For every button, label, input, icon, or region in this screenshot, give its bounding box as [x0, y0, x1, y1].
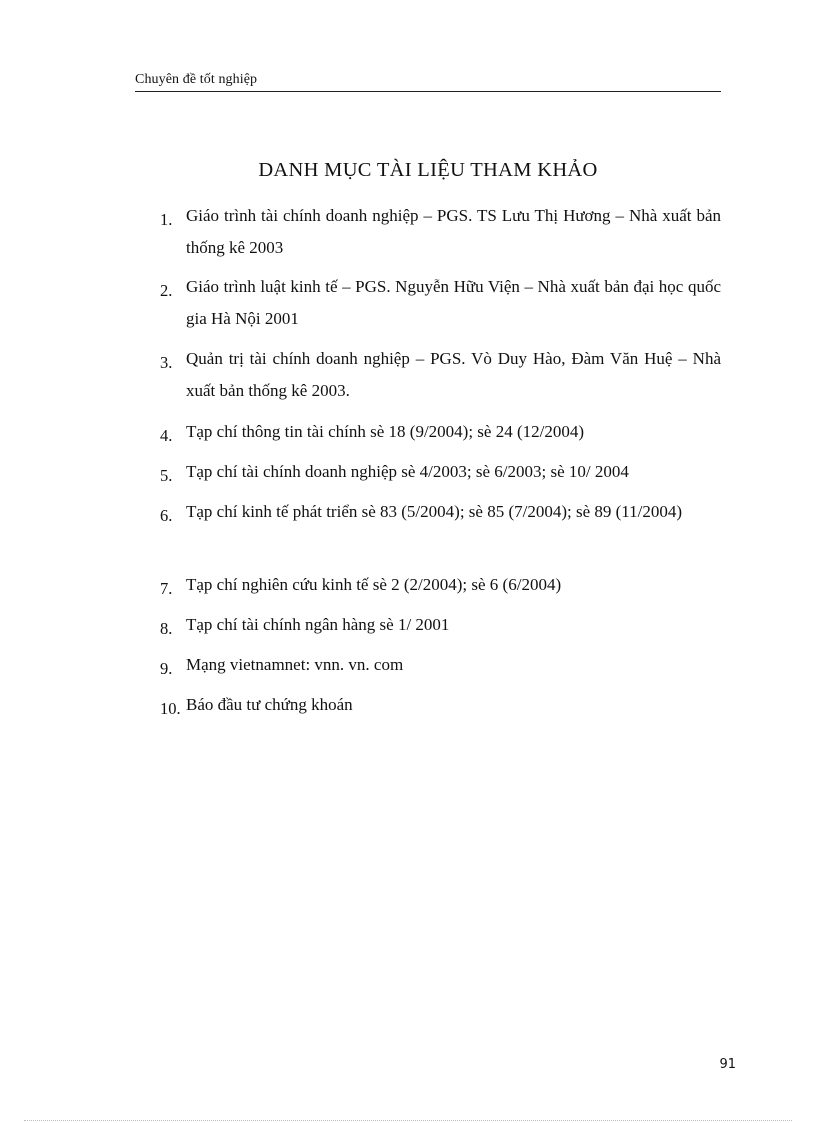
- reference-text: Giáo trình tài chính doanh nghiệp – PGS. TS Lưu Thị Hương – Nhà xuất bản thống kê 2003: [186, 206, 721, 257]
- reference-text: Báo đầu tư chứng khoán: [186, 695, 353, 714]
- reference-text: Mạng vietnamnet: vnn. vn. com: [186, 655, 404, 674]
- reference-number: 6.: [160, 506, 173, 525]
- reference-number: 7.: [160, 579, 173, 598]
- reference-number: 9.: [160, 659, 173, 678]
- reference-number: 4.: [160, 426, 173, 445]
- reference-text: Tạp chí tài chính ngân hàng sè 1/ 2001: [186, 615, 450, 634]
- reference-text: Giáo trình luật kinh tế – PGS. Nguyễn Hữu Viện – Nhà xuất bản đại học quốc gia Hà Nội 2001: [186, 277, 721, 328]
- reference-number: 5.: [160, 466, 173, 485]
- reference-text: Tạp chí tài chính doanh nghiệp sè 4/2003; sè 6/2003; sè 10/ 2004: [186, 462, 629, 481]
- reference-number: 2.: [160, 281, 173, 300]
- page-number: 91: [719, 1057, 736, 1072]
- reference-text: Tạp chí nghiên cứu kinh tế sè 2 (2/2004); sè 6 (6/2004): [186, 575, 562, 594]
- reference-text: Tạp chí kinh tế phát triển sè 83 (5/2004); sè 85 (7/2004); sè 89 (11/2004): [186, 502, 683, 521]
- footer-divider: [24, 1120, 792, 1121]
- document-title: DANH MỤC TÀI LIỆU THAM KHẢO: [258, 159, 598, 181]
- reference-number: 1.: [160, 210, 173, 229]
- reference-number: 3.: [160, 353, 173, 372]
- reference-text: Tạp chí thông tin tài chính sè 18 (9/2004); sè 24 (12/2004): [186, 422, 585, 441]
- reference-number: 8.: [160, 619, 173, 638]
- reference-number: 10.: [160, 699, 181, 718]
- header-text: Chuyên đề tốt nghiệp: [135, 72, 258, 87]
- reference-text: Quản trị tài chính doanh nghiệp – PGS. Vò Duy Hào, Đàm Văn Huệ – Nhà xuất bản thống kê 2003.: [186, 349, 721, 400]
